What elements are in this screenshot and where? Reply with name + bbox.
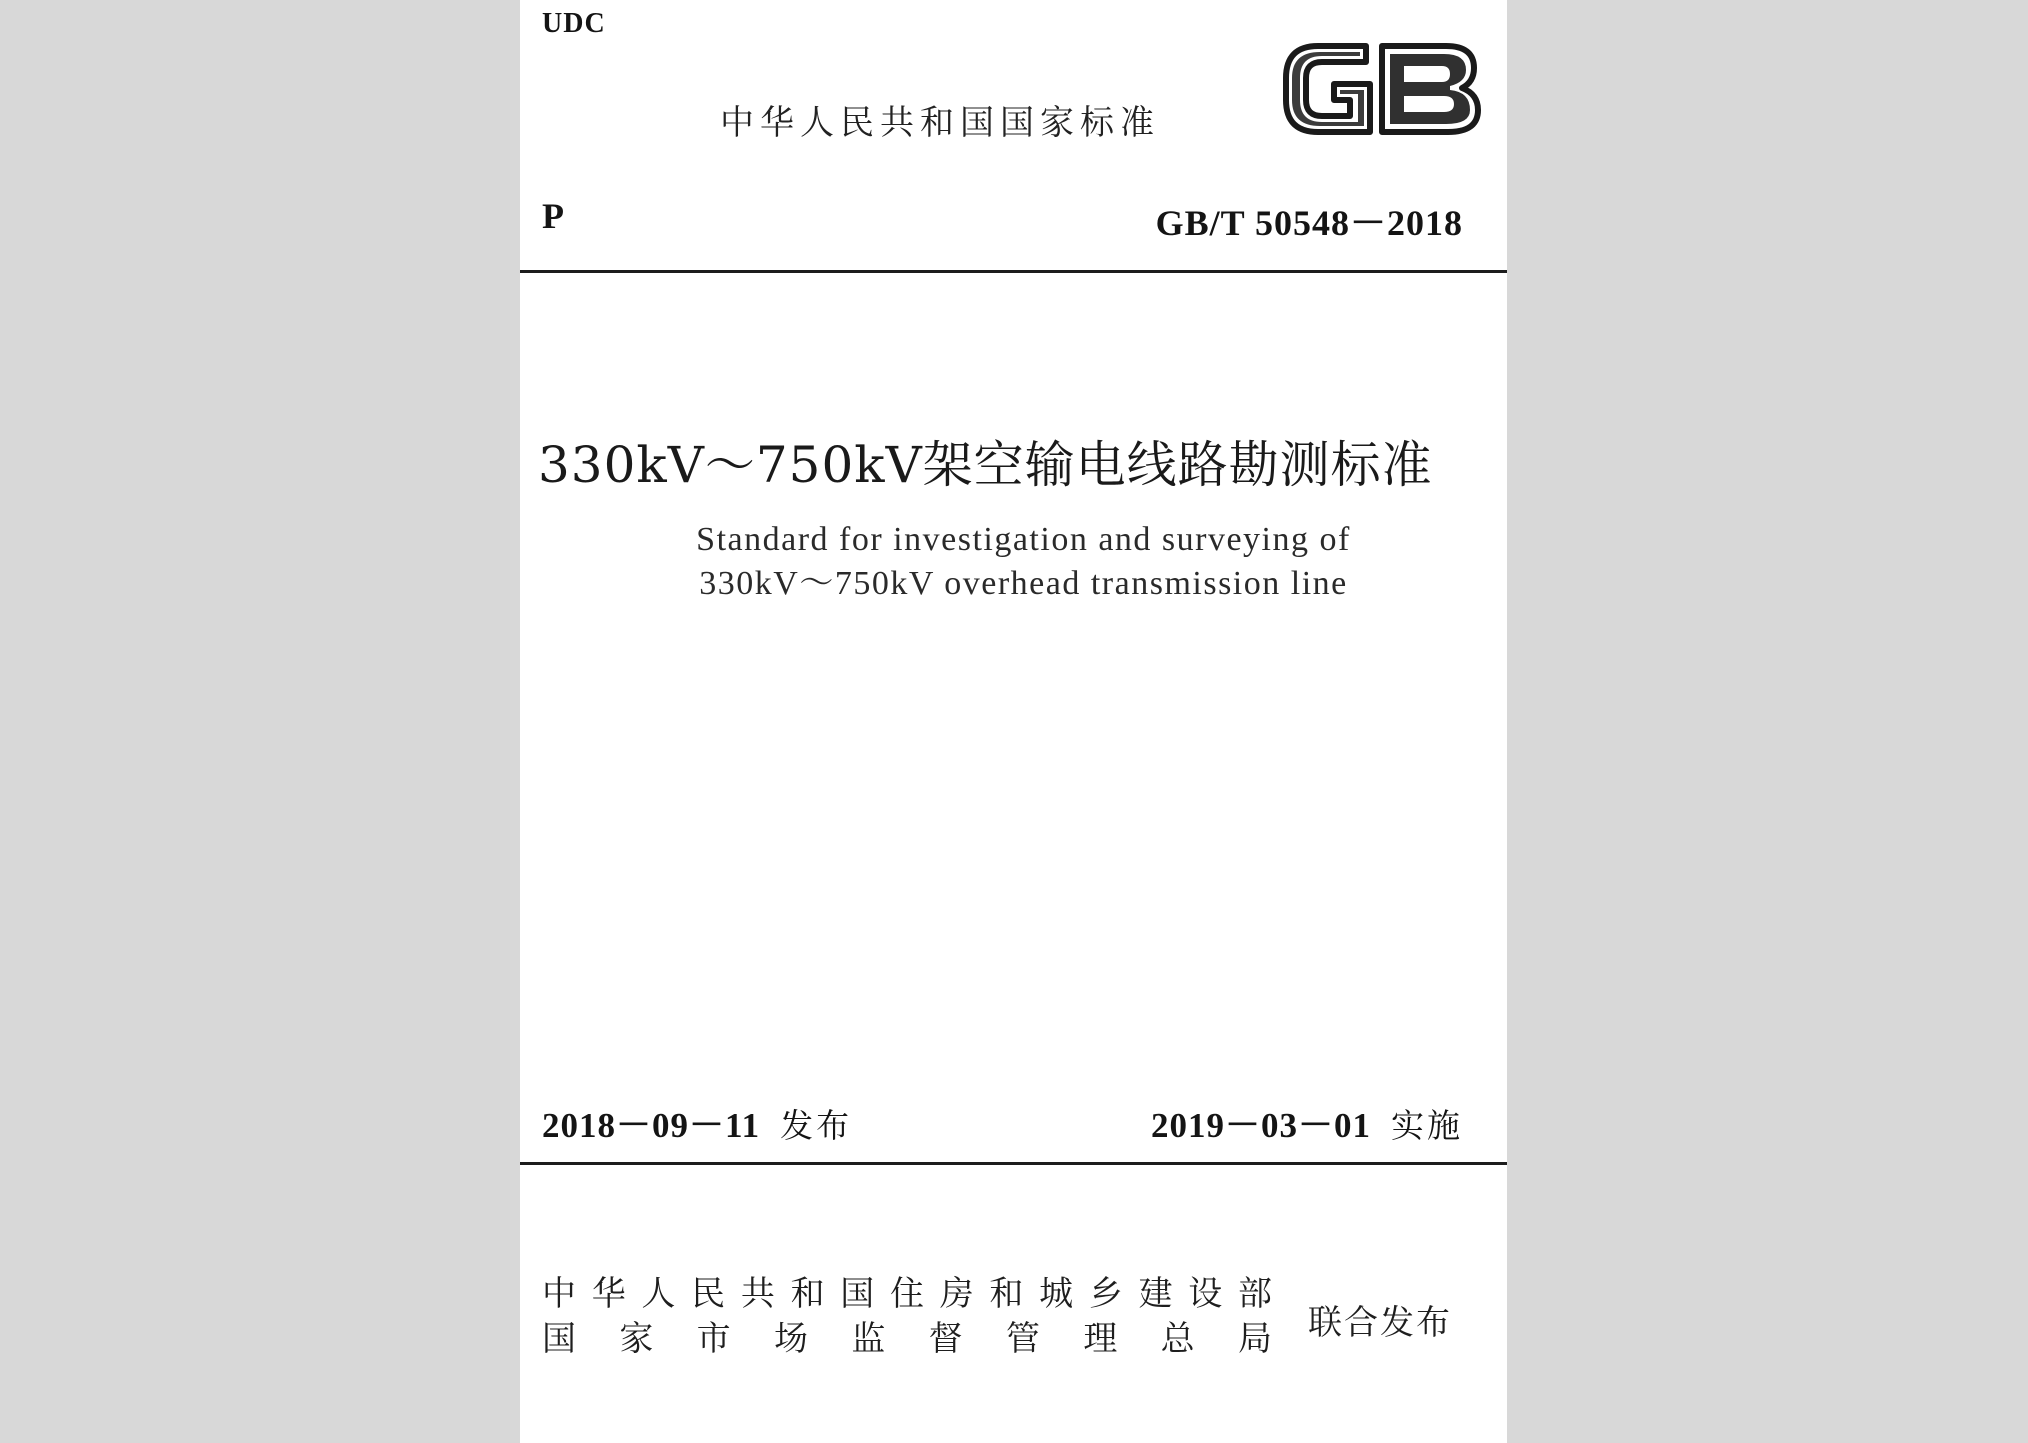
title-chinese: 330kV～750kV架空输电线路勘测标准 [538, 436, 1433, 494]
udc-label: UDC [542, 8, 606, 39]
issuer-block [542, 1272, 1272, 1362]
issuer-line-2: 国家市场监督管理总局 [542, 1319, 1272, 1359]
issue-date: 2018－09－11 [542, 1106, 761, 1145]
title-english-line1: Standard for investigation and surveying of [696, 521, 1351, 558]
joint-issue-label: 联合发布 [1308, 1303, 1452, 1343]
standard-number: GB/T 50548－2018 [1155, 203, 1463, 243]
issue-label: 发布 [780, 1106, 853, 1145]
top-divider [520, 270, 1507, 273]
implement-date: 2019－03－01 [1150, 1106, 1371, 1145]
document-cover [520, 0, 1507, 1443]
title-english-line2: 330kV～750kV overhead transmission line [699, 565, 1348, 602]
issuer-line-1: 中华人民共和国住房和城乡建设部 [542, 1274, 1272, 1314]
issue-date-block [542, 1098, 852, 1148]
classification-code: P [542, 196, 564, 236]
gb-logo-icon [1278, 38, 1484, 140]
implement-label: 实施 [1391, 1106, 1463, 1145]
standard-type: 中华人民共和国国家标准 [720, 103, 1160, 143]
bottom-divider [520, 1162, 1507, 1165]
implement-date-block [1151, 1098, 1463, 1148]
